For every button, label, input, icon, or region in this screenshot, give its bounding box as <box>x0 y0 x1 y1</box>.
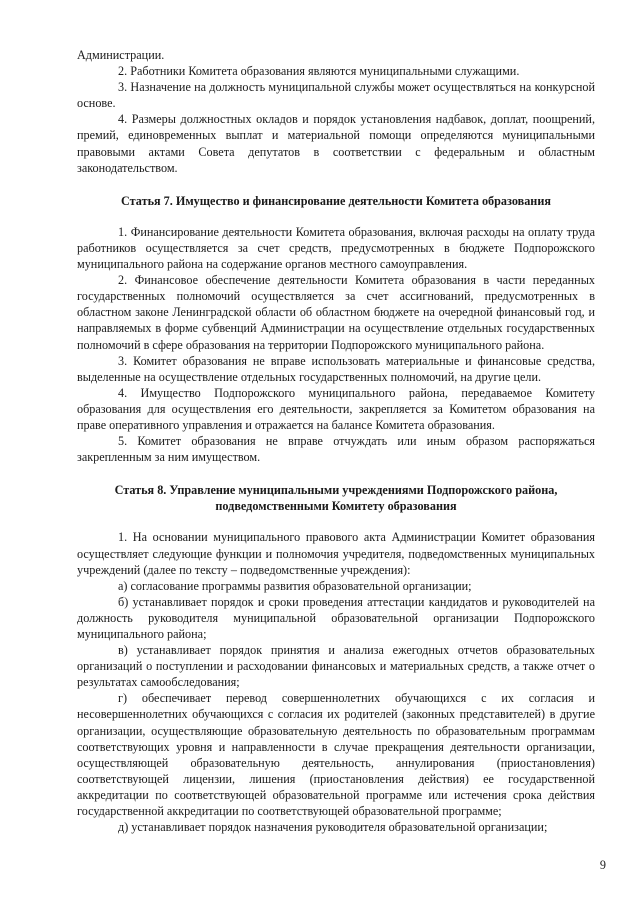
paragraph-continuation: Администрации. <box>77 48 165 62</box>
item-v: в) устанавливает порядок принятия и анализа ежегодных отчетов образовательных организаций о поступлении и расходовании финансовых и материальных средств, а также отчет о результатах самообследования; <box>77 643 595 690</box>
paragraph-6-2: 2. Работники Комитета образования являются муниципальными служащими. <box>118 64 520 79</box>
paragraph-6-3: 3. Назначение на должность муниципальной службы может осуществляться на конкурсной основе. <box>77 80 595 111</box>
paragraph-7-3: 3. Комитет образования не вправе использовать материальные и финансовые средства, выделенные на осуществление отдельных государственных полномочий, на другие цели. <box>77 353 595 384</box>
article-8-heading-line-2: подведомственными Комитету образования <box>215 499 457 514</box>
article-8-heading-line-1: Статья 8. Управление муниципальными учреждениями Подпорожского района, <box>114 483 558 498</box>
paragraph-7-5: 5. Комитет образования не вправе отчуждать или иным образом распоряжаться закрепленным за ним имуществом. <box>77 434 595 465</box>
document-page <box>77 47 595 835</box>
paragraph-7-2: 2. Финансовое обеспечение деятельности Комитета образования в части переданных государственных полномочий осуществляется за счет ассигнований, предусмотренных в областном законе Ленинградской области об областном бюджете на очередной финансовый год, и направляемых в форме субвенций Администрации на осуществление отдельных государственных полномочий в сфере образования на территории Подпорожского муниципального района. <box>77 273 595 352</box>
paragraph-7-1: 1. Финансирование деятельности Комитета образования, включая расходы на оплату труда работников осуществляется за счет средств, предусмотренных в бюджете Подпорожского муниципального района на содержание органов местного самоуправления. <box>77 224 595 272</box>
item-d: д) устанавливает порядок назначения руководителя образовательной организации; <box>118 820 548 835</box>
item-a: а) согласование программы развития образовательной организации; <box>118 578 472 593</box>
article-7-heading: Статья 7. Имущество и финансирование деятельности Комитета образования <box>121 193 551 208</box>
paragraph-8-1: 1. На основании муниципального правового акта Администрации Комитет образования осуществляет следующие функции и полномочия учредителя, подведомственных муниципальных учреждений (далее по тексту – подведомственные учреждения): <box>77 530 595 577</box>
paragraph-7-4: 4. Имущество Подпорожского муниципального района, передаваемое Комитету образования для осуществления его деятельности, закрепляется за Комитетом образования на праве оперативного управления и отражается на балансе Комитета образования. <box>77 385 595 432</box>
article-8-heading <box>77 482 595 514</box>
item-b: б) устанавливает порядок и сроки проведения аттестации кандидатов и руководителей на должность руководителя муниципальной образовательной организации Подпорожского муниципального района; <box>77 594 595 641</box>
item-g: г) обеспечивает перевод совершеннолетних обучающихся с их согласия и несовершеннолетних обучающихся с согласия их родителей (законных представителей) в другие организации, осуществляющие образовательную деятельность по образовательным программам соответствующих уровня и направленности в случае прекращения деятельности организации, осуществляющей образовательную деятельность, аннулирования (приостановления) соответствующей лицензии, лишения (приостановления действия) ее государственной аккредитации по соответствующей образовательной программе или истечения срока действия государственной аккредитации по соответствующей образовательной программе; <box>77 691 595 819</box>
page-number: 9 <box>599 858 606 872</box>
paragraph-6-4: 4. Размеры должностных окладов и порядок установления надбавок, доплат, поощрений, премий, единовременных выплат и материальной помощи определяются муниципальными правовыми актами Совета депутатов в соответствии с федеральным и областным законодательством. <box>77 112 595 175</box>
